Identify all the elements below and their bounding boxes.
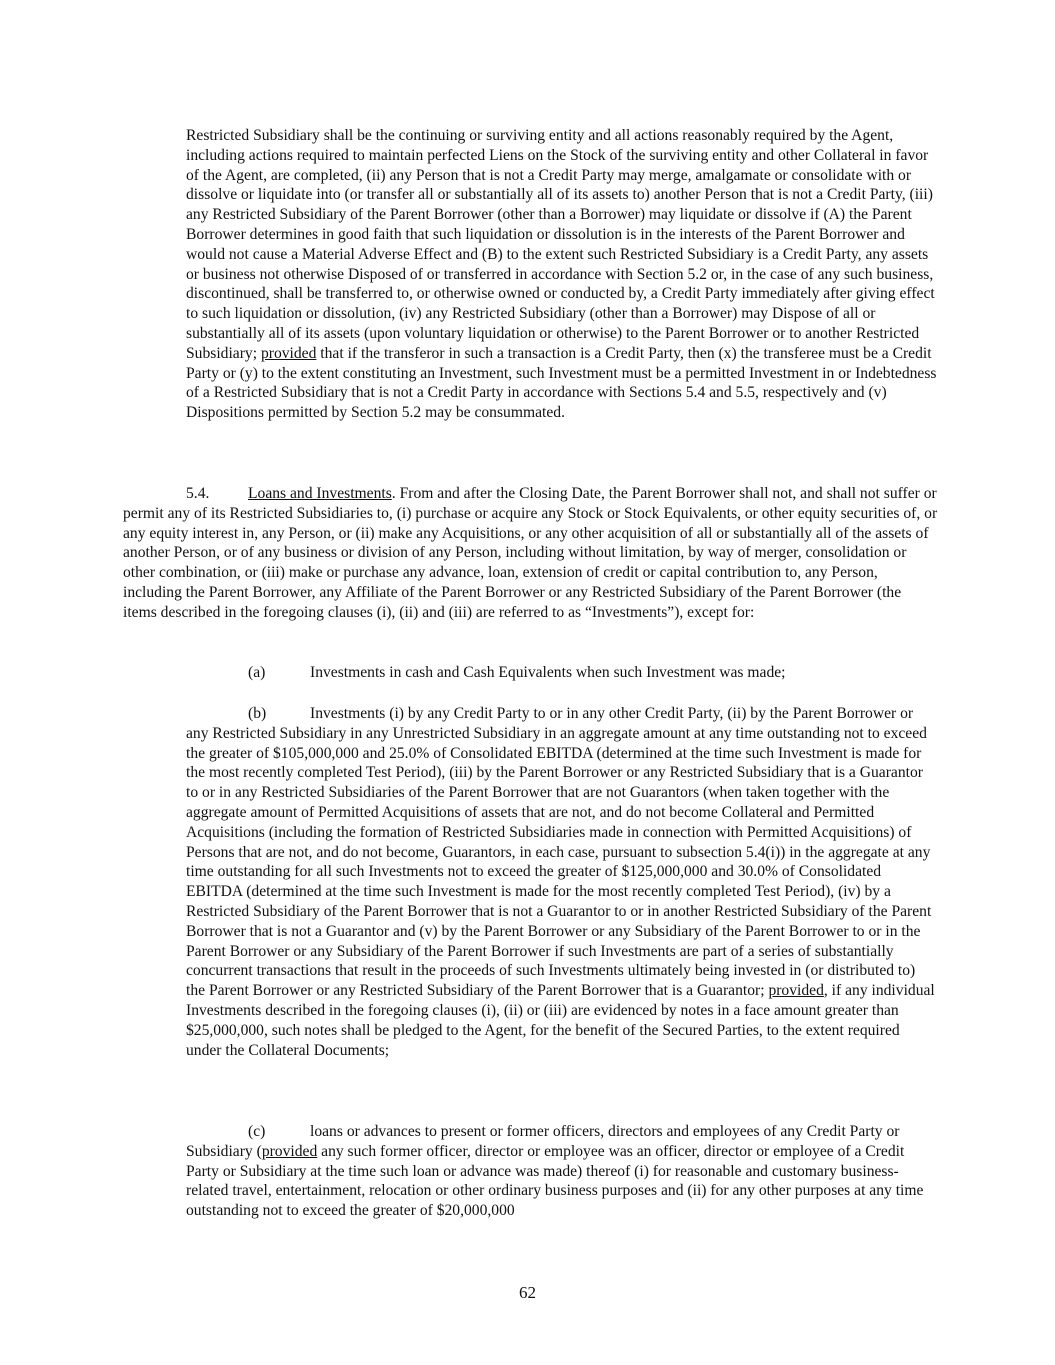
clause-b [186, 704, 938, 1060]
clause-a-text: Investments in cash and Cash Equivalents when such Investment was made; [310, 664, 786, 681]
clause-b-label: (b) [248, 705, 267, 722]
clause-c-label: (c) [248, 1123, 266, 1140]
clause-b-provided: provided [768, 982, 824, 1000]
clause-c-provided: provided [261, 1142, 318, 1160]
continuation-text-2: that if the transferor in such a transaction is a Credit Party, then (x) the transferee must be a Credit Party or (y) to the extent constituting an Investment, such Investment must be a permitted Investment in or Indebtedness of a Restricted Subsidiary that is not a Credit Party in accordance with Sections 5.4 and 5.5, respectively and (v) Dispositions permitted by Section 5.2 may be consummated. [186, 344, 937, 422]
provided-underlined: provided [260, 344, 317, 362]
clause-a [186, 663, 938, 683]
section-heading: Loans and Investments [248, 485, 392, 502]
clause-b-text-1: Investments (i) by any Credit Party to or in any other Credit Party, (ii) by the Parent Borrower or any Restricted Subsidiary in any Unrestricted Subsidiary in an aggregate amount at any time outstanding not to exceed the greater of $105,000,000 and 25.0% of Consolidated EBITDA (determined at the time such Investment is made for the most recently completed Test Period), (iii) by the Parent Borrower or any Restricted Subsidiary that is a Guarantor to or in any Restricted Subsidiaries of the Parent Borrower that are not Guarantors (when taken together with the aggregate amount of Permitted Acquisitions of assets that are not, and do not become Collateral and Permitted Acquisitions (including the formation of Restricted Subsidiaries made in connection with Permitted Acquisitions) of Persons that are not, and do not become, Guarantors, in each case, pursuant to subsection 5.4(i)) in the aggregate at any time outstanding for all such Investments not to exceed the greater of $125,000,000 and 30.0% of Consolidated EBITDA (determined at the time such Investment is made for the most recently completed Test Period), (iv) by a Restricted Subsidiary of the Parent Borrower that is not a Guarantor to or in another Restricted Subsidiary of the Parent Borrower that is not a Guarantor and (v) by the Parent Borrower or any Subsidiary of the Parent Borrower to or in the Parent Borrower or any Subsidiary of the Parent Borrower if such Investments are part of a series of substantially concurrent transactions that result in the proceeds of such Investments ultimately being invested in (or distributed to) the Parent Borrower or any Restricted Subsidiary of the Parent Borrower that is a Guarantor; [186, 705, 932, 1000]
clause-c-text-2: any such former officer, director or employee was an officer, director or employee of a Credit Party or Subsidiary at the time such loan or advance was made) thereof (i) for reasonable and customary business-related travel, entertainment, relocation or other ordinary business purposes and (ii) for any other purposes at any time outstanding not to exceed the greater of $20,000,000 [186, 1142, 924, 1220]
section-5-4-paragraph [123, 484, 938, 623]
clause-b-text-2: , if any individual Investments described in the foregoing clauses (i), (ii) or (iii) are evidenced by notes in a face amount greater than $25,000,000, such notes shall be pledged to the Agent, for the benefit of the Secured Parties, to the extent required under the Collateral Documents; [186, 982, 935, 1059]
clause-c [186, 1122, 938, 1221]
clause-a-label: (a) [248, 664, 266, 681]
section-number: 5.4. [186, 485, 210, 502]
continuation-paragraph [186, 126, 938, 423]
continuation-text-1: Restricted Subsidiary shall be the continuing or surviving entity and all actions reasonably required by the Agent, including actions required to maintain perfected Liens on the Stock of the surviving entity and other Collateral in favor of the Agent, are completed, (ii) any Person that is not a Credit Party may merge, amalgamate or consolidate with or dissolve or liquidate into (or transfer all or substantially all of its assets to) another Person that is not a Credit Party, (iii) any Restricted Subsidiary of the Parent Borrower (other than a Borrower) may liquidate or dissolve if (A) the Parent Borrower determines in good faith that such liquidation or dissolution is in the interests of the Parent Borrower and would not cause a Material Adverse Effect and (B) to the extent such Restricted Subsidiary is a Credit Party, any assets or business not otherwise Disposed of or transferred in accordance with Section 5.2 or, in the case of any such business, discontinued, shall be transferred to, or otherwise owned or conducted by, a Credit Party immediately after giving effect to such liquidation or dissolution, (iv) any Restricted Subsidiary (other than a Borrower) may Dispose of all or substantially all of its assets (upon voluntary liquidation or otherwise) to the Parent Borrower or to another Restricted Subsidiary; [186, 127, 935, 362]
section-body: . From and after the Closing Date, the Parent Borrower shall not, and shall not suffer or permit any of its Restricted Subsidiaries to, (i) purchase or acquire any Stock or Stock Equivalents, or other equity securities of, or any equity interest in, any Person, or (ii) make any Acquisitions, or any other acquisition of all or substantially all of the assets of another Person, or of any business or division of any Person, including without limitation, by way of merger, consolidation or other combination, or (iii) make or purchase any advance, loan, extension of credit or capital contribution to, any Person, including the Parent Borrower, any Affiliate of the Parent Borrower or any Restricted Subsidiary of the Parent Borrower (the items described in the foregoing clauses (i), (ii) and (iii) are referred to as “Investments”), except for: [123, 485, 938, 621]
clause-c-text-1: loans or advances to present or former officers, directors and employees of any Credit Party or Subsidiary ( [186, 1123, 900, 1160]
page-number: 62 [519, 1283, 536, 1302]
